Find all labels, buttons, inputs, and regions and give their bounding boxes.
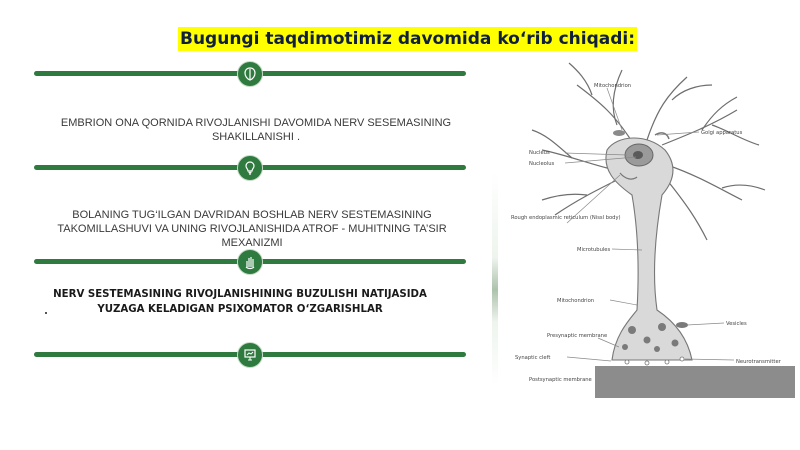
brain-icon (237, 61, 263, 87)
label-nucleolus: Nucleolus (529, 161, 555, 167)
label-mitochondrion-top: Mitochondrion (594, 83, 632, 89)
label-mitochondrion-axon: Mitochondrion (557, 298, 595, 304)
label-rough-er: Rough endoplasmic reticulum (Nissl body) (511, 215, 621, 221)
label-presynaptic: Presynaptic membrane (547, 333, 608, 339)
slide-title: Bugungi taqdimotimiz davomida ko‘rib chiqadi: (180, 29, 636, 49)
stray-dot (45, 312, 47, 314)
presentation-icon (237, 342, 263, 368)
label-synaptic-cleft: Synaptic cleft (515, 355, 551, 361)
label-postsynaptic: Postsynaptic membrane (529, 377, 592, 383)
topic-2-text: BOLANING TUG‘ILGAN DAVRIDAN BOSHLAB NERV SESTEMASINING TAKOMILLASHUVI VA UNING RIVOJLANISHIDA ATROF - MUHITNING TA’SIR MEXANIZMI (57, 209, 447, 249)
neuron-diagram (497, 55, 797, 400)
label-neurotransmitter: Neurotransmitter (736, 359, 781, 365)
hand-icon (237, 249, 263, 275)
topic-3-text: NERV SESTEMASINING RIVOJLANISHINING BUZULISHI NATIJASIDA YUZAGA KELADIGAN PSIXOMATOR O‘ZGARISHLAR (53, 289, 427, 315)
label-golgi: Golgi apparatus (701, 130, 743, 136)
topic-1-text: EMBRION ONA QORNIDA RIVOJLANISHI DAVOMIDA NERV SESEMASINING SHAKILLANISHI . (60, 117, 452, 143)
label-vesicles: Vesicles (726, 321, 747, 327)
label-nucleus: Nucleus (529, 150, 550, 156)
label-microtubules: Microtubules (577, 247, 611, 253)
lightbulb-icon (237, 155, 263, 181)
